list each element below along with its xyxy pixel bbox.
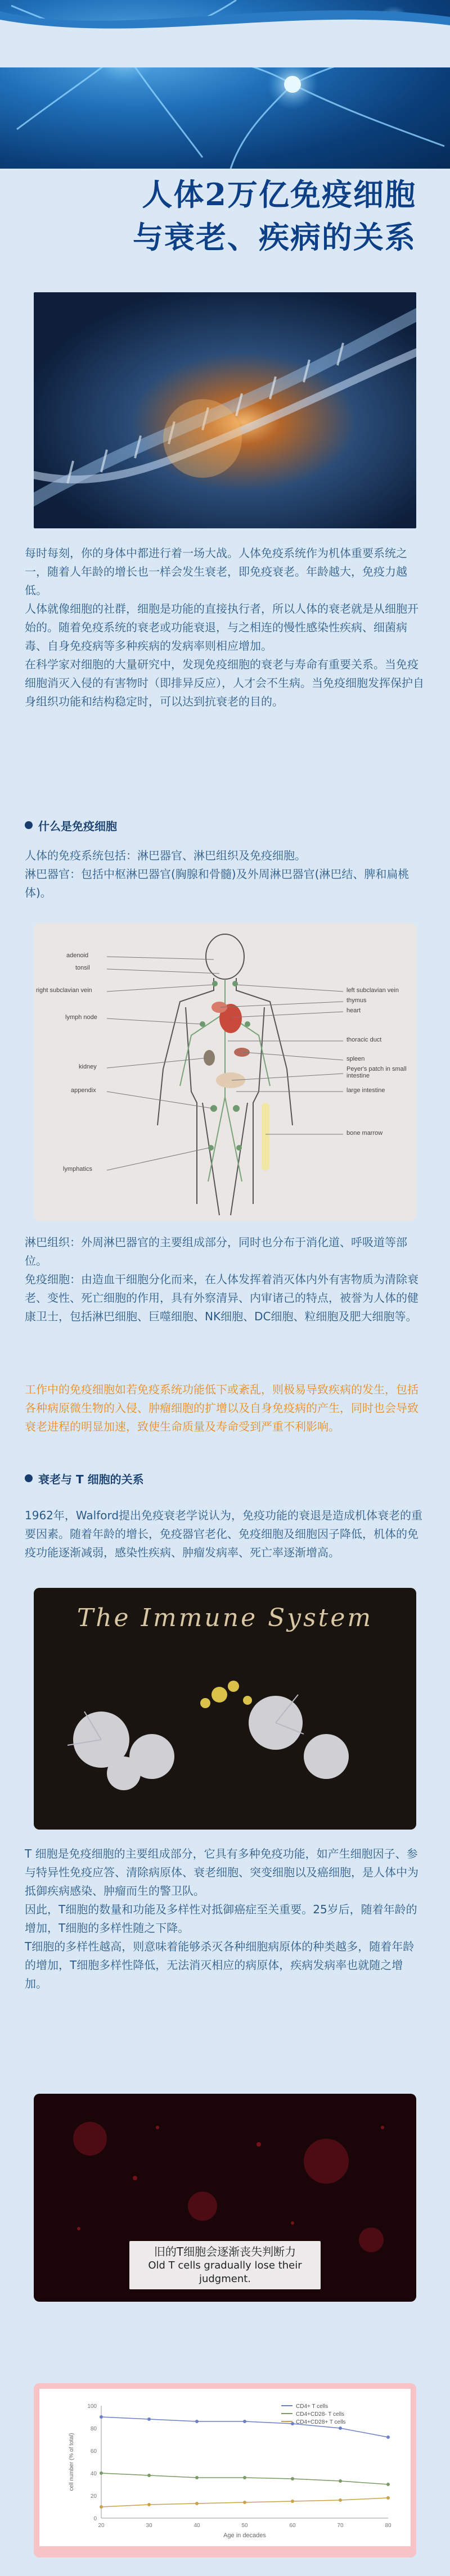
label-adenoid: adenoid bbox=[66, 952, 89, 959]
data-point bbox=[195, 2420, 199, 2423]
x-tick-label: 30 bbox=[146, 2523, 152, 2529]
legend-label: CD4+CD28+ T cells bbox=[296, 2419, 346, 2425]
y-tick-label: 40 bbox=[90, 2471, 97, 2477]
label-bone-marrow: bone marrow bbox=[346, 1130, 383, 1137]
page-title bbox=[133, 173, 416, 259]
data-point bbox=[291, 2500, 294, 2503]
title-line-2: 与衰老、疾病的关系 bbox=[133, 219, 416, 255]
data-point bbox=[386, 2435, 390, 2439]
t-cell-video-frame bbox=[34, 2094, 416, 2302]
data-point bbox=[195, 2476, 199, 2479]
y-tick-label: 100 bbox=[87, 2403, 97, 2410]
warning-text bbox=[25, 1380, 425, 1436]
t-cell-age-chart-panel bbox=[34, 2383, 416, 2557]
bullet-dot-icon bbox=[25, 821, 33, 829]
legend-label: CD4+CD28- T cells bbox=[296, 2411, 345, 2417]
t-cell-disease-paragraph: T细胞的多样性越高，则意味着能够杀灭各种细胞病原体的种类越多，随着年龄的增加，T细胞多样性降低，无法消灭相应的病原体，疾病发病率也就随之增加。 bbox=[25, 1940, 415, 1990]
section1-paragraph: 淋巴器官：包括中枢淋巴器官(胸腺和骨髓)及外周淋巴器官(淋巴结、脾和扁桃体)。 bbox=[25, 867, 410, 899]
data-point bbox=[100, 2471, 103, 2475]
immune-cell-paragraph: 免疫细胞：由造血干细胞分化而来，在人体发挥着消灭体内外有害物质为清除衰老、变性、死亡细胞的作用，具有外察清异、内审诸己的特点，被誉为人体的健康卫士，包括淋巴细胞、巨噬细胞、NK细胞、DC细胞、粒细胞及肥大细胞等。 bbox=[25, 1273, 418, 1323]
intro-paragraph: 每时每刻，你的身体中都进行着一场大战。人体免疫系统作为机体重要系统之一，随着人年龄的增长也一样会发生衰老，即免疫衰老。年龄越大，免疫力越低。 bbox=[25, 546, 407, 597]
intro-paragraph: 在科学家对细胞的大量研究中，发现免疫细胞的衰老与寿命有重要关系。当免疫细胞消灭入侵的有害物时（即排异反应），人才会不生病。当免疫细胞发挥保护自身组织功能和结构稳定时，可以达到抗衰老的目的。 bbox=[25, 658, 424, 708]
data-point bbox=[100, 2415, 103, 2419]
section-heading-text: 衰老与 T 细胞的关系 bbox=[38, 1472, 144, 1486]
x-tick-label: 60 bbox=[289, 2523, 296, 2529]
dna-helix-image bbox=[34, 292, 416, 528]
x-axis-label: Age in decades bbox=[223, 2532, 266, 2539]
intro-text bbox=[25, 544, 425, 711]
section2-text bbox=[25, 1506, 425, 1562]
data-point bbox=[147, 2417, 151, 2421]
x-tick-label: 40 bbox=[194, 2523, 200, 2529]
y-tick-label: 60 bbox=[90, 2448, 97, 2455]
data-point bbox=[195, 2502, 199, 2505]
intro-paragraph: 人体就像细胞的社群，细胞是功能的直接执行者，所以人体的衰老就是从细胞开始的。随着免疫系统的衰老或功能衰退，与之相连的慢性感染性疾病、细菌病毒、自身免疫病等多种疾病的发病率则相应增加。 bbox=[25, 602, 418, 653]
data-point bbox=[243, 2420, 246, 2423]
walford-paragraph: 1962年，Walford提出免疫衰老学说认为，免疫功能的衰退是造成机体衰老的重要因素。随着年龄的增长，免疫器官老化、免疫细胞及细胞因子降低，机体的免疫功能逐渐减弱，感染性疾病、肿瘤发病率、死亡率逐渐增高。 bbox=[25, 1509, 423, 1559]
immune-system-title: The Immune System bbox=[76, 1604, 374, 1632]
title-section bbox=[0, 169, 450, 298]
title-line-1: 人体2万亿免疫细胞 bbox=[142, 176, 416, 212]
data-point bbox=[243, 2476, 246, 2479]
data-point bbox=[291, 2422, 294, 2425]
y-tick-label: 20 bbox=[90, 2493, 97, 2500]
wave-decoration bbox=[0, 0, 450, 67]
data-point bbox=[243, 2501, 246, 2504]
data-point bbox=[386, 2496, 390, 2500]
immune-system-image bbox=[34, 1588, 416, 1830]
lymphatic-system-diagram bbox=[34, 923, 416, 1221]
label-thymus: thymus bbox=[346, 997, 367, 1004]
x-tick-label: 50 bbox=[241, 2523, 248, 2529]
y-tick-label: 80 bbox=[90, 2426, 97, 2432]
y-axis-label: cell number (% of total) bbox=[69, 2433, 75, 2491]
y-tick-label: 0 bbox=[93, 2516, 97, 2522]
legend-label: CD4+ T cells bbox=[296, 2403, 328, 2410]
data-point bbox=[339, 2498, 342, 2502]
x-tick-label: 80 bbox=[385, 2523, 392, 2529]
hero-banner bbox=[0, 0, 450, 169]
data-point bbox=[291, 2477, 294, 2480]
label-large-intestine: large intestine bbox=[346, 1087, 385, 1094]
label-spleen: spleen bbox=[346, 1056, 365, 1062]
label-lymphatics: lymphatics bbox=[63, 1166, 92, 1172]
data-point bbox=[386, 2483, 390, 2486]
label-heart: heart bbox=[346, 1007, 361, 1014]
section1-paragraph: 人体的免疫系统包括：淋巴器官、淋巴组织及免疫细胞。 bbox=[25, 849, 306, 862]
video-subtitle bbox=[129, 2241, 321, 2289]
subtitle-chinese: 旧的T细胞会逐渐丧失判断力 bbox=[154, 2245, 296, 2258]
label-thoracic-duct: thoracic duct bbox=[346, 1036, 382, 1043]
t-cell-line-chart bbox=[39, 2389, 411, 2546]
warning-paragraph: 工作中的免疫细胞如若免疫系统功能低下或紊乱，则极易导致疾病的发生，包括各种病原微生物的入侵、肿瘤细胞的扩增以及自身免疫病的产生，同时也会导致衰老进程的明显加速，致使生命质量及寿命受到严重不利影响。 bbox=[25, 1383, 418, 1433]
section-heading-immune-cells bbox=[25, 815, 117, 835]
label-appendix: appendix bbox=[71, 1087, 96, 1094]
data-point bbox=[100, 2505, 103, 2509]
label-lymph-node: lymph node bbox=[65, 1014, 97, 1021]
section2-more-text bbox=[25, 1845, 425, 1993]
subtitle-english: Old T cells gradually lose their judgment. bbox=[148, 2260, 302, 2285]
t-cell-diversity-paragraph: 因此，T细胞的数量和功能及多样性对抵御癌症至关重要。25岁后，随着年龄的增加，T细胞的多样性随之下降。 bbox=[25, 1903, 417, 1935]
section-heading-text: 什么是免疫细胞 bbox=[38, 819, 117, 833]
data-point bbox=[147, 2474, 151, 2477]
label-right-subclavian-vein: right subclavian vein bbox=[36, 987, 92, 994]
chart-area bbox=[39, 2389, 411, 2546]
t-cell-paragraph: T 细胞是免疫细胞的主要组成部分，它具有多种免疫功能，如产生细胞因子、参与特异性免疫应答、清除病原体、衰老细胞、突变细胞以及癌细胞，是人体中为抵御疾病感染、肿瘤而生的警卫队。 bbox=[25, 1847, 418, 1898]
data-point bbox=[147, 2503, 151, 2506]
label-kidney: kidney bbox=[79, 1063, 97, 1070]
data-point bbox=[339, 2426, 342, 2430]
data-point bbox=[339, 2479, 342, 2483]
section1-text bbox=[25, 846, 425, 902]
x-tick-label: 70 bbox=[337, 2523, 344, 2529]
label-tonsil: tonsil bbox=[75, 965, 90, 971]
label-left-subclavian-vein: left subclavian vein bbox=[346, 987, 399, 994]
label-peyers-patch: Peyer's patch in small intestine bbox=[346, 1066, 407, 1079]
x-tick-label: 20 bbox=[98, 2523, 105, 2529]
section1-more-text bbox=[25, 1233, 425, 1326]
section-heading-t-cells bbox=[25, 1468, 144, 1488]
lymph-tissue-paragraph: 淋巴组织：外周淋巴器官的主要组成部分，同时也分布于消化道、呼吸道等部位。 bbox=[25, 1235, 407, 1267]
bullet-dot-icon bbox=[25, 1474, 33, 1482]
